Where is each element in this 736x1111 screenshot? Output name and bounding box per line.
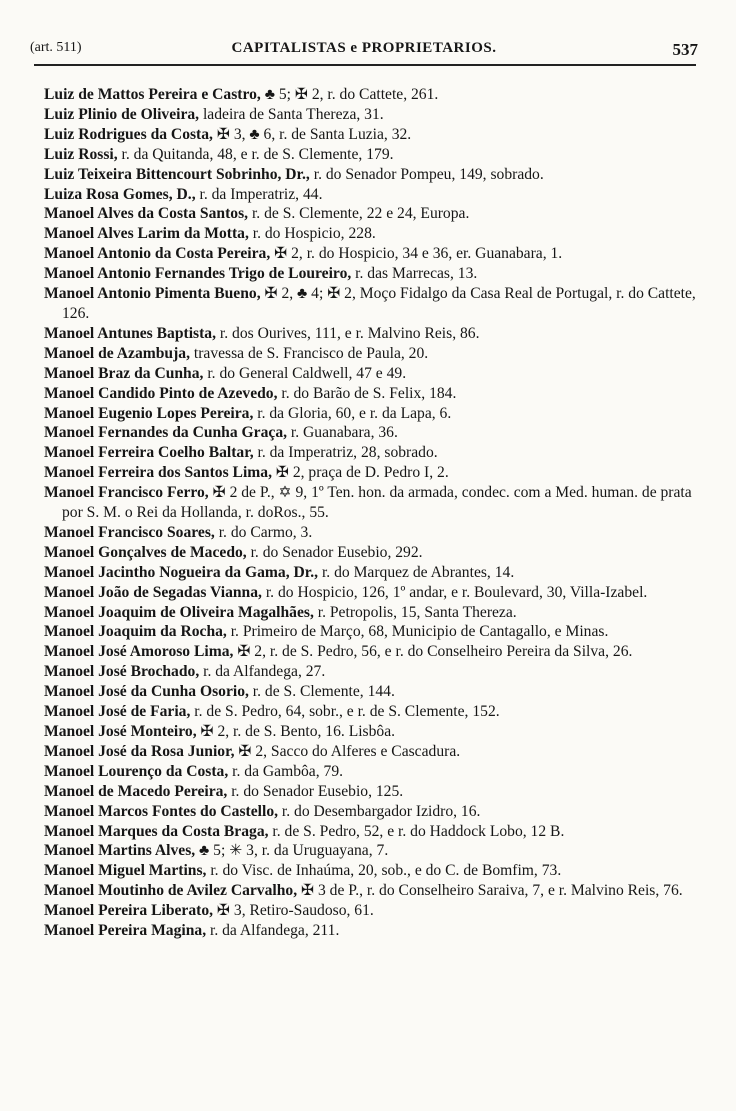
entry-details: r. da Alfandega, 27.: [199, 663, 326, 681]
entry-details: r. da Imperatriz, 28, sobrado.: [253, 444, 438, 462]
entry-details: r. do Hospicio, 228.: [248, 225, 376, 243]
directory-entry: [44, 145, 696, 165]
entry-name: Manoel Marcos Fontes do Castello,: [44, 802, 279, 820]
entry-details: r. da Gambôa, 79.: [228, 762, 344, 780]
directory-entry: [44, 822, 696, 842]
entry-details: ✠ 2, praça de D. Pedro I, 2.: [271, 464, 449, 482]
directory-entry: [44, 463, 696, 483]
entry-details: r. dos Ourives, 111, e r. Malvino Reis, 86.: [216, 324, 480, 342]
entry-details: r. da Quitanda, 48, e r. de S. Clemente, 179.: [117, 145, 394, 163]
entry-details: r. do General Caldwell, 47 e 49.: [203, 364, 407, 382]
entry-details: ✠ 2, r. de S. Bento, 16. Lisbôa.: [196, 723, 396, 740]
directory-entry: [44, 662, 696, 682]
article-reference: (art. 511): [30, 40, 82, 55]
entry-name: Manoel Alves Larim da Motta,: [44, 225, 249, 243]
entry-details: ✠ 2, r. de S. Pedro, 56, e r. do Conselheiro Pereira da Silva, 26.: [233, 643, 633, 661]
directory-entry: [44, 563, 696, 583]
entry-name: Luiz Rodrigues da Costa,: [44, 125, 213, 143]
directory-entry: [44, 921, 696, 941]
directory-entry: [44, 722, 696, 742]
entry-name: Manoel Antonio Fernandes Trigo de Loureiro,: [44, 265, 352, 283]
entry-details: r. de S. Clemente, 144.: [248, 683, 395, 701]
entry-name: Luiza Rosa Gomes, D.,: [44, 185, 196, 203]
entry-details: r. do Senador Eusebio, 292.: [246, 543, 423, 561]
header-rule: [34, 64, 696, 66]
entry-name: Manoel Francisco Ferro,: [44, 484, 209, 502]
page-number: 537: [672, 40, 698, 59]
entry-name: Manoel Miguel Martins,: [44, 862, 207, 880]
directory-entry: [44, 682, 696, 702]
directory-entry: [44, 443, 696, 463]
entry-details: r. das Marrecas, 13.: [351, 265, 478, 283]
directory-entry: [44, 523, 696, 543]
entry-details: r. Guanabara, 36.: [287, 424, 398, 442]
directory-entry: [44, 244, 696, 264]
directory-entry: [44, 85, 696, 105]
directory-list: [44, 85, 696, 941]
directory-entry: [44, 324, 696, 344]
entry-details: ✠ 3, Retiro-Saudoso, 61.: [213, 902, 374, 920]
directory-entry: [44, 165, 696, 185]
directory-entry: [44, 861, 696, 881]
directory-entry: [44, 603, 696, 623]
entry-name: Manoel José de Faria,: [44, 703, 191, 721]
entry-details: r. Primeiro de Março, 68, Municipio de Cantagallo, e Minas.: [226, 623, 609, 641]
directory-entry: [44, 543, 696, 563]
entry-details: r. da Gloria, 60, e r. da Lapa, 6.: [253, 404, 452, 422]
entry-name: Manoel de Macedo Pereira,: [44, 782, 228, 800]
directory-entry: [44, 125, 696, 145]
directory-entry: [44, 642, 696, 662]
directory-entry: [44, 702, 696, 722]
entry-name: Manoel Candido Pinto de Azevedo,: [44, 384, 278, 402]
entry-name: Manoel Alves da Costa Santos,: [44, 205, 249, 223]
entry-details: r. do Hospicio, 126, 1º andar, e r. Boulevard, 30, Villa-Izabel.: [261, 583, 648, 601]
directory-entry: [44, 742, 696, 762]
entry-details: ✠ 2, ♣ 4; ✠ 2, Moço Fidalgo da Casa Real de Portugal, r. do Cattete, 126.: [62, 285, 696, 322]
entry-name: Manoel Martins Alves,: [44, 842, 196, 860]
entry-name: Manoel Pereira Liberato,: [44, 902, 214, 920]
entry-details: r. de S. Pedro, 64, sobr., e r. de S. Clemente, 152.: [190, 703, 500, 721]
entry-name: Manoel José Brochado,: [44, 663, 200, 681]
directory-entry: [44, 841, 696, 861]
entry-name: Manoel José Monteiro,: [44, 723, 197, 740]
directory-entry: [44, 762, 696, 782]
entry-details: r. da Alfandega, 211.: [206, 922, 340, 940]
entry-name: Manoel Lourenço da Costa,: [44, 762, 229, 780]
entry-details: travessa de S. Francisco de Paula, 20.: [189, 344, 429, 362]
directory-entry: [44, 583, 696, 603]
entry-details: r. do Desembargador Izidro, 16.: [278, 802, 481, 820]
entry-details: ✠ 2 de P., ✡ 9, 1º Ten. hon. da armada, condec. com a Med. human. de prata por S. M. o Rei da Hollanda, r. doRos., 55.: [62, 484, 692, 522]
entry-name: Manoel Pereira Magina,: [44, 922, 207, 940]
entry-name: Manoel Francisco Soares,: [44, 523, 215, 541]
directory-entry: [44, 105, 696, 125]
entry-name: Manoel Ferreira Coelho Baltar,: [44, 444, 254, 462]
entry-details: r. do Visc. de Inhaúma, 20, sob., e do C. de Bomfim, 73.: [206, 862, 562, 880]
entry-name: Luiz de Mattos Pereira e Castro,: [44, 86, 261, 103]
entry-details: ✠ 2, Sacco do Alferes e Cascadura.: [234, 742, 461, 760]
entry-name: Manoel Eugenio Lopes Pereira,: [44, 404, 254, 422]
entry-details: ♣ 5; ✳ 3, r. da Uruguayana, 7.: [195, 842, 389, 860]
directory-entry: [44, 622, 696, 642]
entry-details: r. de S. Pedro, 52, e r. do Haddock Lobo, 12 B.: [268, 822, 565, 840]
directory-entry: [44, 901, 696, 921]
entry-name: Manoel Joaquim de Oliveira Magalhães,: [44, 603, 314, 621]
entry-details: r. Petropolis, 15, Santa Thereza.: [313, 603, 517, 621]
entry-details: r. do Senador Pompeu, 149, sobrado.: [309, 165, 544, 183]
entry-name: Luiz Rossi,: [44, 145, 118, 163]
directory-entry: [44, 364, 696, 384]
directory-entry: [44, 881, 696, 901]
entry-name: Luiz Teixeira Bittencourt Sobrinho, Dr.,: [44, 165, 310, 183]
entry-name: Manoel Antonio Pimenta Bueno,: [44, 285, 261, 303]
page-title: CAPITALISTAS e PROPRIETARIOS.: [231, 40, 497, 56]
directory-entry: [44, 423, 696, 443]
entry-details: ♣ 5; ✠ 2, r. do Cattete, 261.: [260, 86, 439, 103]
entry-details: r. de S. Clemente, 22 e 24, Europa.: [248, 205, 470, 223]
directory-entry: [44, 384, 696, 404]
entry-details: ladeira de Santa Thereza, 31.: [199, 105, 384, 123]
entry-name: Manoel Marques da Costa Braga,: [44, 822, 269, 840]
entry-details: ✠ 3, ♣ 6, r. de Santa Luzia, 32.: [212, 125, 412, 143]
entry-name: Manoel Jacintho Nogueira da Gama, Dr.,: [44, 563, 319, 581]
directory-entry: [44, 483, 696, 523]
directory-entry: [44, 204, 696, 224]
entry-details: r. do Marquez de Abrantes, 14.: [318, 563, 515, 581]
directory-entry: [44, 284, 696, 324]
entry-name: Manoel Fernandes da Cunha Graça,: [44, 424, 288, 442]
entry-name: Manoel José da Cunha Osorio,: [44, 683, 249, 701]
directory-entry: [44, 264, 696, 284]
entry-name: Manoel João de Segadas Vianna,: [44, 583, 262, 601]
entry-details: ✠ 3 de P., r. do Conselheiro Saraiva, 7, e r. Malvino Reis, 76.: [297, 882, 683, 900]
directory-entry: [44, 185, 696, 205]
entry-details: r. da Imperatriz, 44.: [195, 185, 323, 203]
page-header: [30, 40, 698, 64]
directory-entry: [44, 404, 696, 424]
entry-name: Manoel Antonio da Costa Pereira,: [44, 245, 271, 263]
entry-details: r. do Senador Eusebio, 125.: [227, 782, 404, 800]
entry-details: r. do Barão de S. Felix, 184.: [277, 384, 457, 402]
directory-entry: [44, 802, 696, 822]
directory-entry: [44, 224, 696, 244]
entry-name: Manoel José Amoroso Lima,: [44, 643, 234, 661]
entry-name: Manoel Braz da Cunha,: [44, 364, 204, 382]
directory-entry: [44, 344, 696, 364]
entry-details: r. do Carmo, 3.: [214, 523, 313, 541]
entry-name: Luiz Plinio de Oliveira,: [44, 105, 200, 123]
entry-name: Manoel Ferreira dos Santos Lima,: [44, 464, 272, 482]
directory-entry: [44, 782, 696, 802]
entry-details: ✠ 2, r. do Hospicio, 34 e 36, er. Guanabara, 1.: [270, 245, 563, 263]
entry-name: Manoel Antunes Baptista,: [44, 324, 216, 342]
entry-name: Manoel Gonçalves de Macedo,: [44, 543, 247, 561]
entry-name: Manoel Moutinho de Avilez Carvalho,: [44, 882, 298, 900]
entry-name: Manoel de Azambuja,: [44, 344, 190, 362]
entry-name: Manoel Joaquim da Rocha,: [44, 623, 227, 641]
entry-name: Manoel José da Rosa Junior,: [44, 742, 235, 760]
